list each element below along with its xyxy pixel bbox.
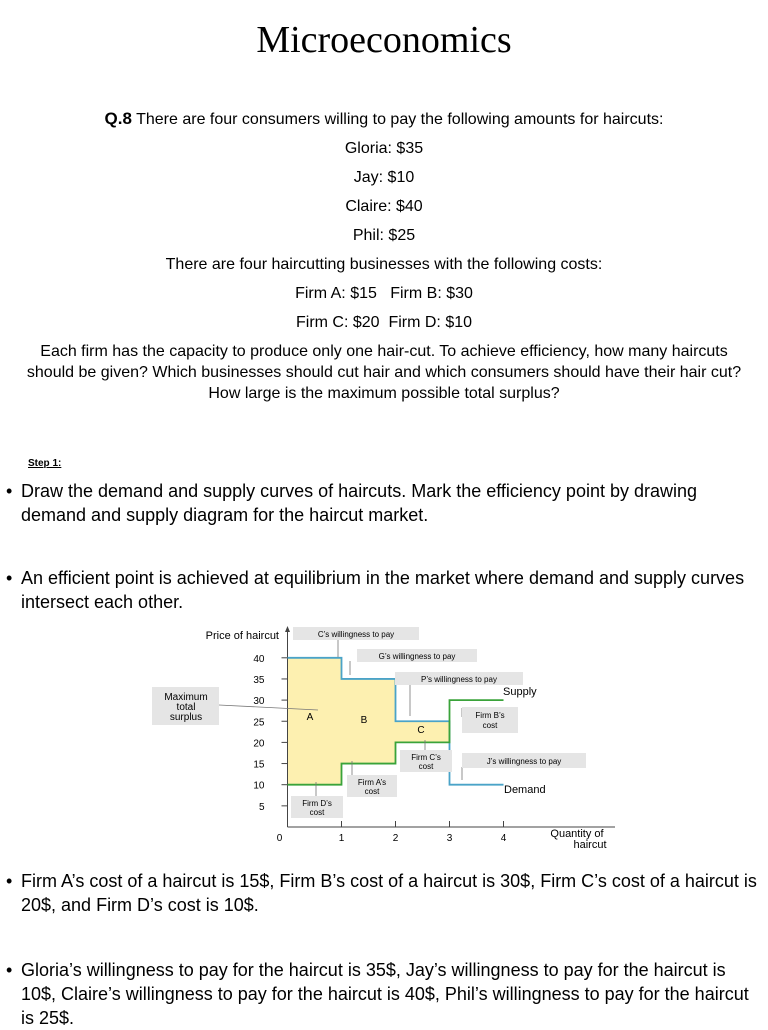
series-labels — [503, 686, 546, 796]
callout-max-surplus-text: Maximum total surplus — [164, 692, 208, 723]
consumer-line: Jay: $10 — [353, 169, 415, 186]
question-intro-line — [20, 104, 748, 134]
y-tick-label: 25 — [253, 717, 265, 729]
bullet-text: An efficient point is achieved at equilibrium in the market where demand and supply curves intersect each other. — [21, 568, 745, 612]
region-label-c: C — [417, 725, 425, 736]
bullet-dot-icon: • — [6, 481, 13, 501]
bullet-item — [6, 566, 764, 614]
firm-line: Firm A: $15 Firm B: $30 — [295, 285, 473, 302]
firm-line: Firm C: $20 Firm D: $10 — [295, 314, 473, 331]
callout-firm-b — [462, 707, 518, 733]
callout-j-willingness — [462, 753, 586, 780]
region-label-b: B — [360, 715, 368, 726]
bullet-dot-icon: • — [6, 871, 13, 891]
x-tick-label: 3 — [446, 833, 453, 844]
region-label-a: A — [306, 712, 314, 723]
supply-demand-chart — [140, 620, 630, 855]
bullet-item — [6, 869, 764, 917]
bullet-dot-icon: • — [6, 568, 13, 588]
callout-g-willingness — [350, 649, 477, 675]
page-title: Microeconomics — [256, 19, 512, 61]
callout-firm-d — [291, 782, 343, 818]
y-tick-label: 5 — [258, 801, 265, 813]
callout-firm-c-text: Firm C’s cost — [411, 753, 441, 771]
question-task: Each firm has the capacity to produce only one hair-cut. To achieve efficiency, how many haircuts should be given? Which businesses should cut hair and which consumers should have their hair cut? How large is the maximum possible total surplus? — [26, 343, 742, 402]
y-tick-label: 15 — [253, 759, 265, 771]
y-tick-label: 10 — [253, 780, 265, 792]
consumer-line: Phil: $25 — [352, 227, 416, 244]
y-tick-label: 20 — [253, 738, 265, 750]
consumer-line: Claire: $40 — [345, 198, 423, 215]
callout-firm-a-text: Firm A’s cost — [357, 778, 387, 796]
question-block — [20, 104, 748, 404]
x-tick-label: 4 — [500, 833, 507, 844]
callout-firm-b-text: Firm B’s cost — [475, 711, 505, 730]
consumer-line: Gloria: $35 — [344, 140, 424, 157]
x-tick-label: 0 — [276, 833, 283, 844]
question-intro: There are four consumers willing to pay the following amounts for haircuts: — [136, 111, 664, 128]
callout-firm-d-text: Firm D’s cost — [302, 799, 332, 817]
bullet-text: Firm A’s cost of a haircut is 15$, Firm B’s cost of a haircut is 30$, Firm C’s cost of a haircut is 20$, and Firm D’s cost is 10$. — [21, 871, 757, 915]
y-tick-label: 35 — [253, 674, 265, 686]
series-label-supply: Supply — [503, 686, 537, 698]
bullet-text: Draw the demand and supply curves of haircuts. Mark the efficiency point by drawing demand and supply diagram for the haircut market. — [21, 481, 698, 525]
callout-g-willingness-text: G’s willingness to pay — [378, 652, 456, 661]
bullet-item — [6, 958, 764, 1030]
step-label: Step 1: — [28, 458, 62, 469]
question-number: Q.8 — [104, 109, 132, 128]
series-label-demand: Demand — [504, 784, 546, 796]
x-axis-label: Quantity of haircut — [550, 828, 607, 851]
y-axis-label: Price of haircut — [205, 630, 279, 642]
callout-firm-a — [347, 761, 397, 797]
callout-p-willingness-text: P’s willingness to pay — [421, 675, 497, 684]
bullet-text: Gloria’s willingness to pay for the haircut is 35$, Jay’s willingness to pay for the haircut is 10$, Claire’s willingness to pay for the haircut is 40$, Phil’s willingness to pay for the haircut is 25$. — [21, 960, 749, 1028]
firms-intro: There are four haircutting businesses with the following costs: — [165, 256, 603, 273]
callout-j-willingness-text: J’s willingness to pay — [486, 757, 562, 766]
y-tick-label: 40 — [253, 653, 265, 665]
callout-c-willingness-text: C’s willingness to pay — [317, 630, 395, 639]
callout-firm-c — [400, 740, 452, 772]
y-axis-arrow-icon — [285, 626, 290, 632]
x-tick-label: 2 — [392, 833, 399, 844]
bullet-item — [6, 479, 764, 527]
x-tick-label: 1 — [338, 833, 345, 844]
y-tick-label: 30 — [253, 696, 265, 708]
bullet-dot-icon: • — [6, 960, 13, 980]
